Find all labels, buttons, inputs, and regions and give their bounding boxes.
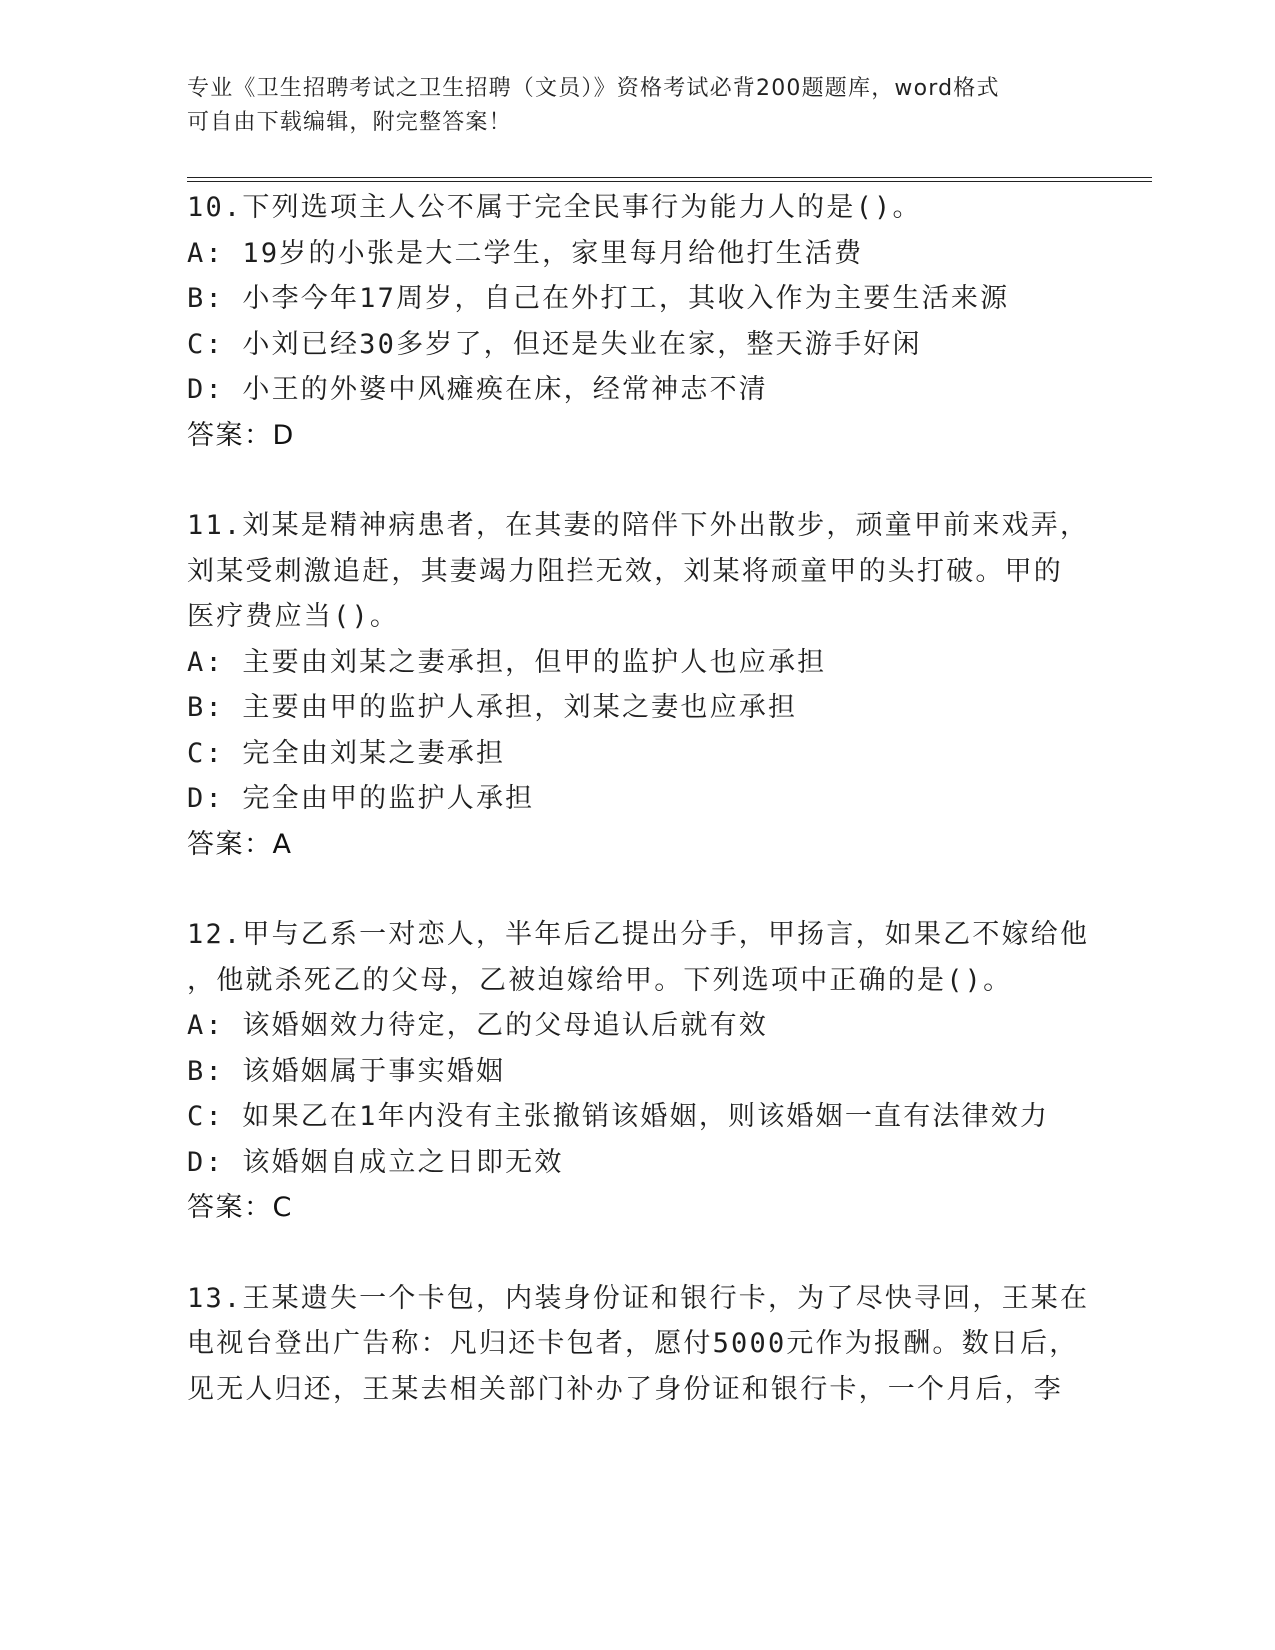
- question-10: [187, 185, 1147, 458]
- option-d: D: 完全由甲的监护人承担: [187, 783, 535, 814]
- question-stem: ，他就杀死乙的父母，乙被迫嫁给甲。下列选项中正确的是()。: [187, 964, 1013, 996]
- answer-label: 答案：A: [187, 828, 293, 860]
- option-a: A: 该婚姻效力待定，乙的父母追认后就有效: [187, 1010, 768, 1041]
- question-12: [187, 912, 1147, 1231]
- question-stem: 电视台登出广告称：凡归还卡包者，愿付5000元作为报酬。数日后，: [187, 1328, 1079, 1359]
- question-stem: 12.甲与乙系一对恋人，半年后乙提出分手，甲扬言，如果乙不嫁给他: [187, 919, 1090, 950]
- header-divider-bottom: [187, 181, 1152, 182]
- answer-label: 答案：D: [187, 419, 295, 451]
- answer-label: 答案：C: [187, 1192, 293, 1223]
- question-list: [187, 185, 1147, 1457]
- question-stem: 刘某受刺激追赶，其妻竭力阻拦无效，刘某将顽童甲的头打破。甲的: [187, 555, 1063, 587]
- option-c: C: 小刘已经30多岁了，但还是失业在家，整天游手好闲: [187, 328, 922, 360]
- question-13: [187, 1276, 1147, 1413]
- option-c: C: 完全由刘某之妻承担: [187, 737, 506, 769]
- question-11: [187, 503, 1147, 867]
- question-stem: 10.下列选项主人公不属于完全民事行为能力人的是()。: [187, 192, 922, 223]
- question-stem: 见无人归还，王某去相关部门补办了身份证和银行卡，一个月后，李: [187, 1373, 1063, 1405]
- option-d: D: 小王的外婆中风瘫痪在床，经常神志不清: [187, 374, 768, 405]
- question-stem: 13.王某遗失一个卡包，内装身份证和银行卡，为了尽快寻回，王某在: [187, 1282, 1090, 1314]
- document-header: [187, 72, 1067, 140]
- header-line-1: 专业《卫生招聘考试之卫生招聘（文员）》资格考试必背200题题库，word格式: [187, 76, 1000, 101]
- option-d: D: 该婚姻自成立之日即无效: [187, 1146, 564, 1178]
- question-stem: 医疗费应当()。: [187, 601, 400, 632]
- header-divider-top: [187, 177, 1152, 178]
- option-b: B: 该婚姻属于事实婚姻: [187, 1055, 506, 1087]
- option-a: A: 19岁的小张是大二学生，家里每月给他打生活费: [187, 237, 864, 269]
- header-line-2: 可自由下载编辑，附完整答案！: [187, 110, 512, 135]
- option-c: C: 如果乙在1年内没有主张撤销该婚姻，则该婚姻一直有法律效力: [187, 1101, 1050, 1132]
- question-stem: 11.刘某是精神病患者，在其妻的陪伴下外出散步，顽童甲前来戏弄，: [187, 510, 1090, 541]
- option-b: B: 主要由甲的监护人承担，刘某之妻也应承担: [187, 692, 798, 723]
- option-a: A: 主要由刘某之妻承担，但甲的监护人也应承担: [187, 646, 827, 678]
- option-b: B: 小李今年17周岁，自己在外打工，其收入作为主要生活来源: [187, 283, 1010, 314]
